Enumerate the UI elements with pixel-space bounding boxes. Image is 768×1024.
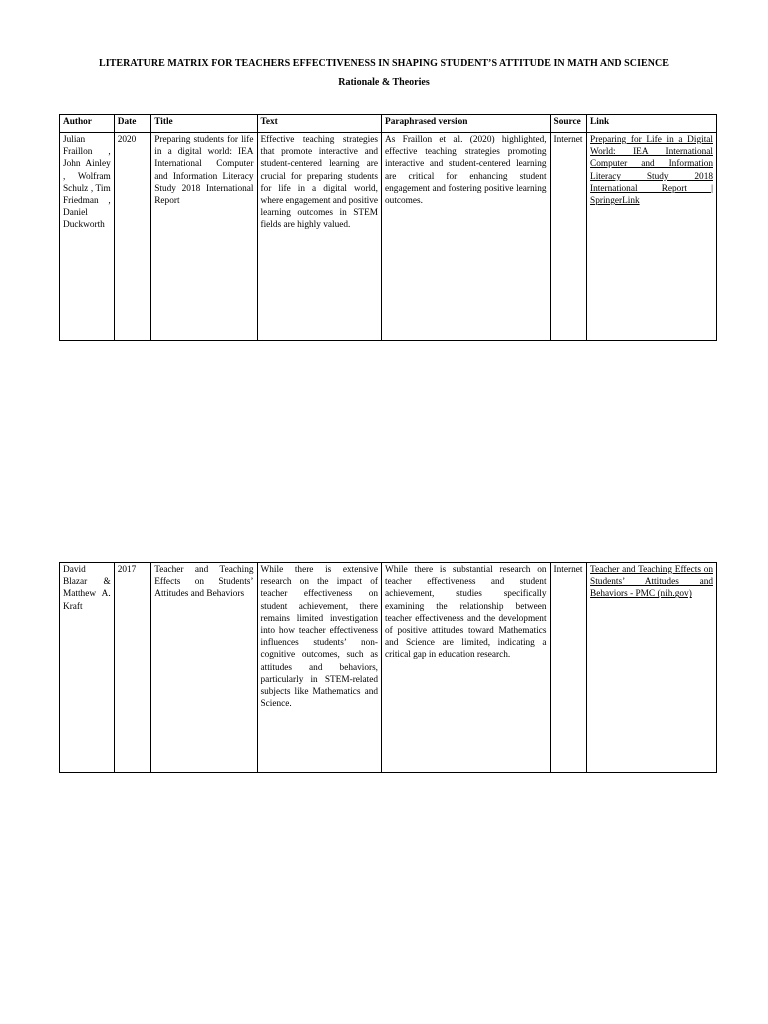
cell-source: Internet [550, 563, 587, 773]
table-header-row [60, 115, 717, 133]
table-row [60, 563, 717, 773]
reference-link[interactable]: Teacher and Teaching Effects on Students’ Attitudes and Behaviors - PMC (nih.gov) [590, 565, 713, 600]
cell-date: 2020 [114, 133, 151, 341]
cell-title: Preparing students for life in a digital world: IEA International Computer and Information Literacy Study 2018 International Report [151, 133, 257, 341]
header-link: Link [587, 115, 717, 133]
header-author: Author [60, 115, 115, 133]
header-text: Text [257, 115, 382, 133]
header-date: Date [114, 115, 151, 133]
document-title: LITERATURE MATRIX FOR TEACHERS EFFECTIVENESS IN SHAPING STUDENT’S ATTITUDE IN MATH AND SCIENCE [99, 58, 669, 69]
cell-source: Internet [550, 133, 587, 341]
cell-author: Julian Fraillon , John Ainley , Wolfram Schulz , Tim Friedman , Daniel Duckworth [60, 133, 115, 341]
reference-link[interactable]: Preparing for Life in a Digital World: IEA International Computer and Information Literacy Study 2018 International Report | SpringerLink [590, 135, 713, 207]
cell-date: 2017 [114, 563, 151, 773]
cell-paraphrased: As Fraillon et al. (2020) highlighted, effective teaching strategies promoting interactive and student-centered learning are critical for enhancing student engagement and fostering positive learning outcomes. [382, 133, 551, 341]
literature-matrix-table [59, 114, 717, 341]
table-row [60, 133, 717, 341]
cell-text: While there is extensive research on the impact of teacher effectiveness on student achievement, there remains limited investigation into how teacher effectiveness influences students’ non-cognitive outcomes, such as attitudes and behaviors, particularly in STEM-related subjects like Mathematics and Science. [257, 563, 382, 773]
cell-author: David Blazar & Matthew A. Kraft [60, 563, 115, 773]
cell-paraphrased: While there is substantial research on teacher effectiveness and student achievement, studies specifically examining the relationship between teacher effectiveness and the development of positive attitudes toward Mathematics and Science are limited, indicating a critical gap in education research. [382, 563, 551, 773]
header-paraphrased: Paraphrased version [382, 115, 551, 133]
header-title: Title [151, 115, 257, 133]
literature-matrix-table-continued [59, 562, 717, 773]
cell-text: Effective teaching strategies that promote interactive and student-centered learning are crucial for preparing students for life in a digital world, where engagement and positive learning outcomes in STEM fields are highly valued. [257, 133, 382, 341]
header-source: Source [550, 115, 587, 133]
cell-link [587, 133, 717, 341]
cell-title: Teacher and Teaching Effects on Students’ Attitudes and Behaviors [151, 563, 257, 773]
document-subtitle: Rationale & Theories [338, 77, 430, 88]
cell-link [587, 563, 717, 773]
